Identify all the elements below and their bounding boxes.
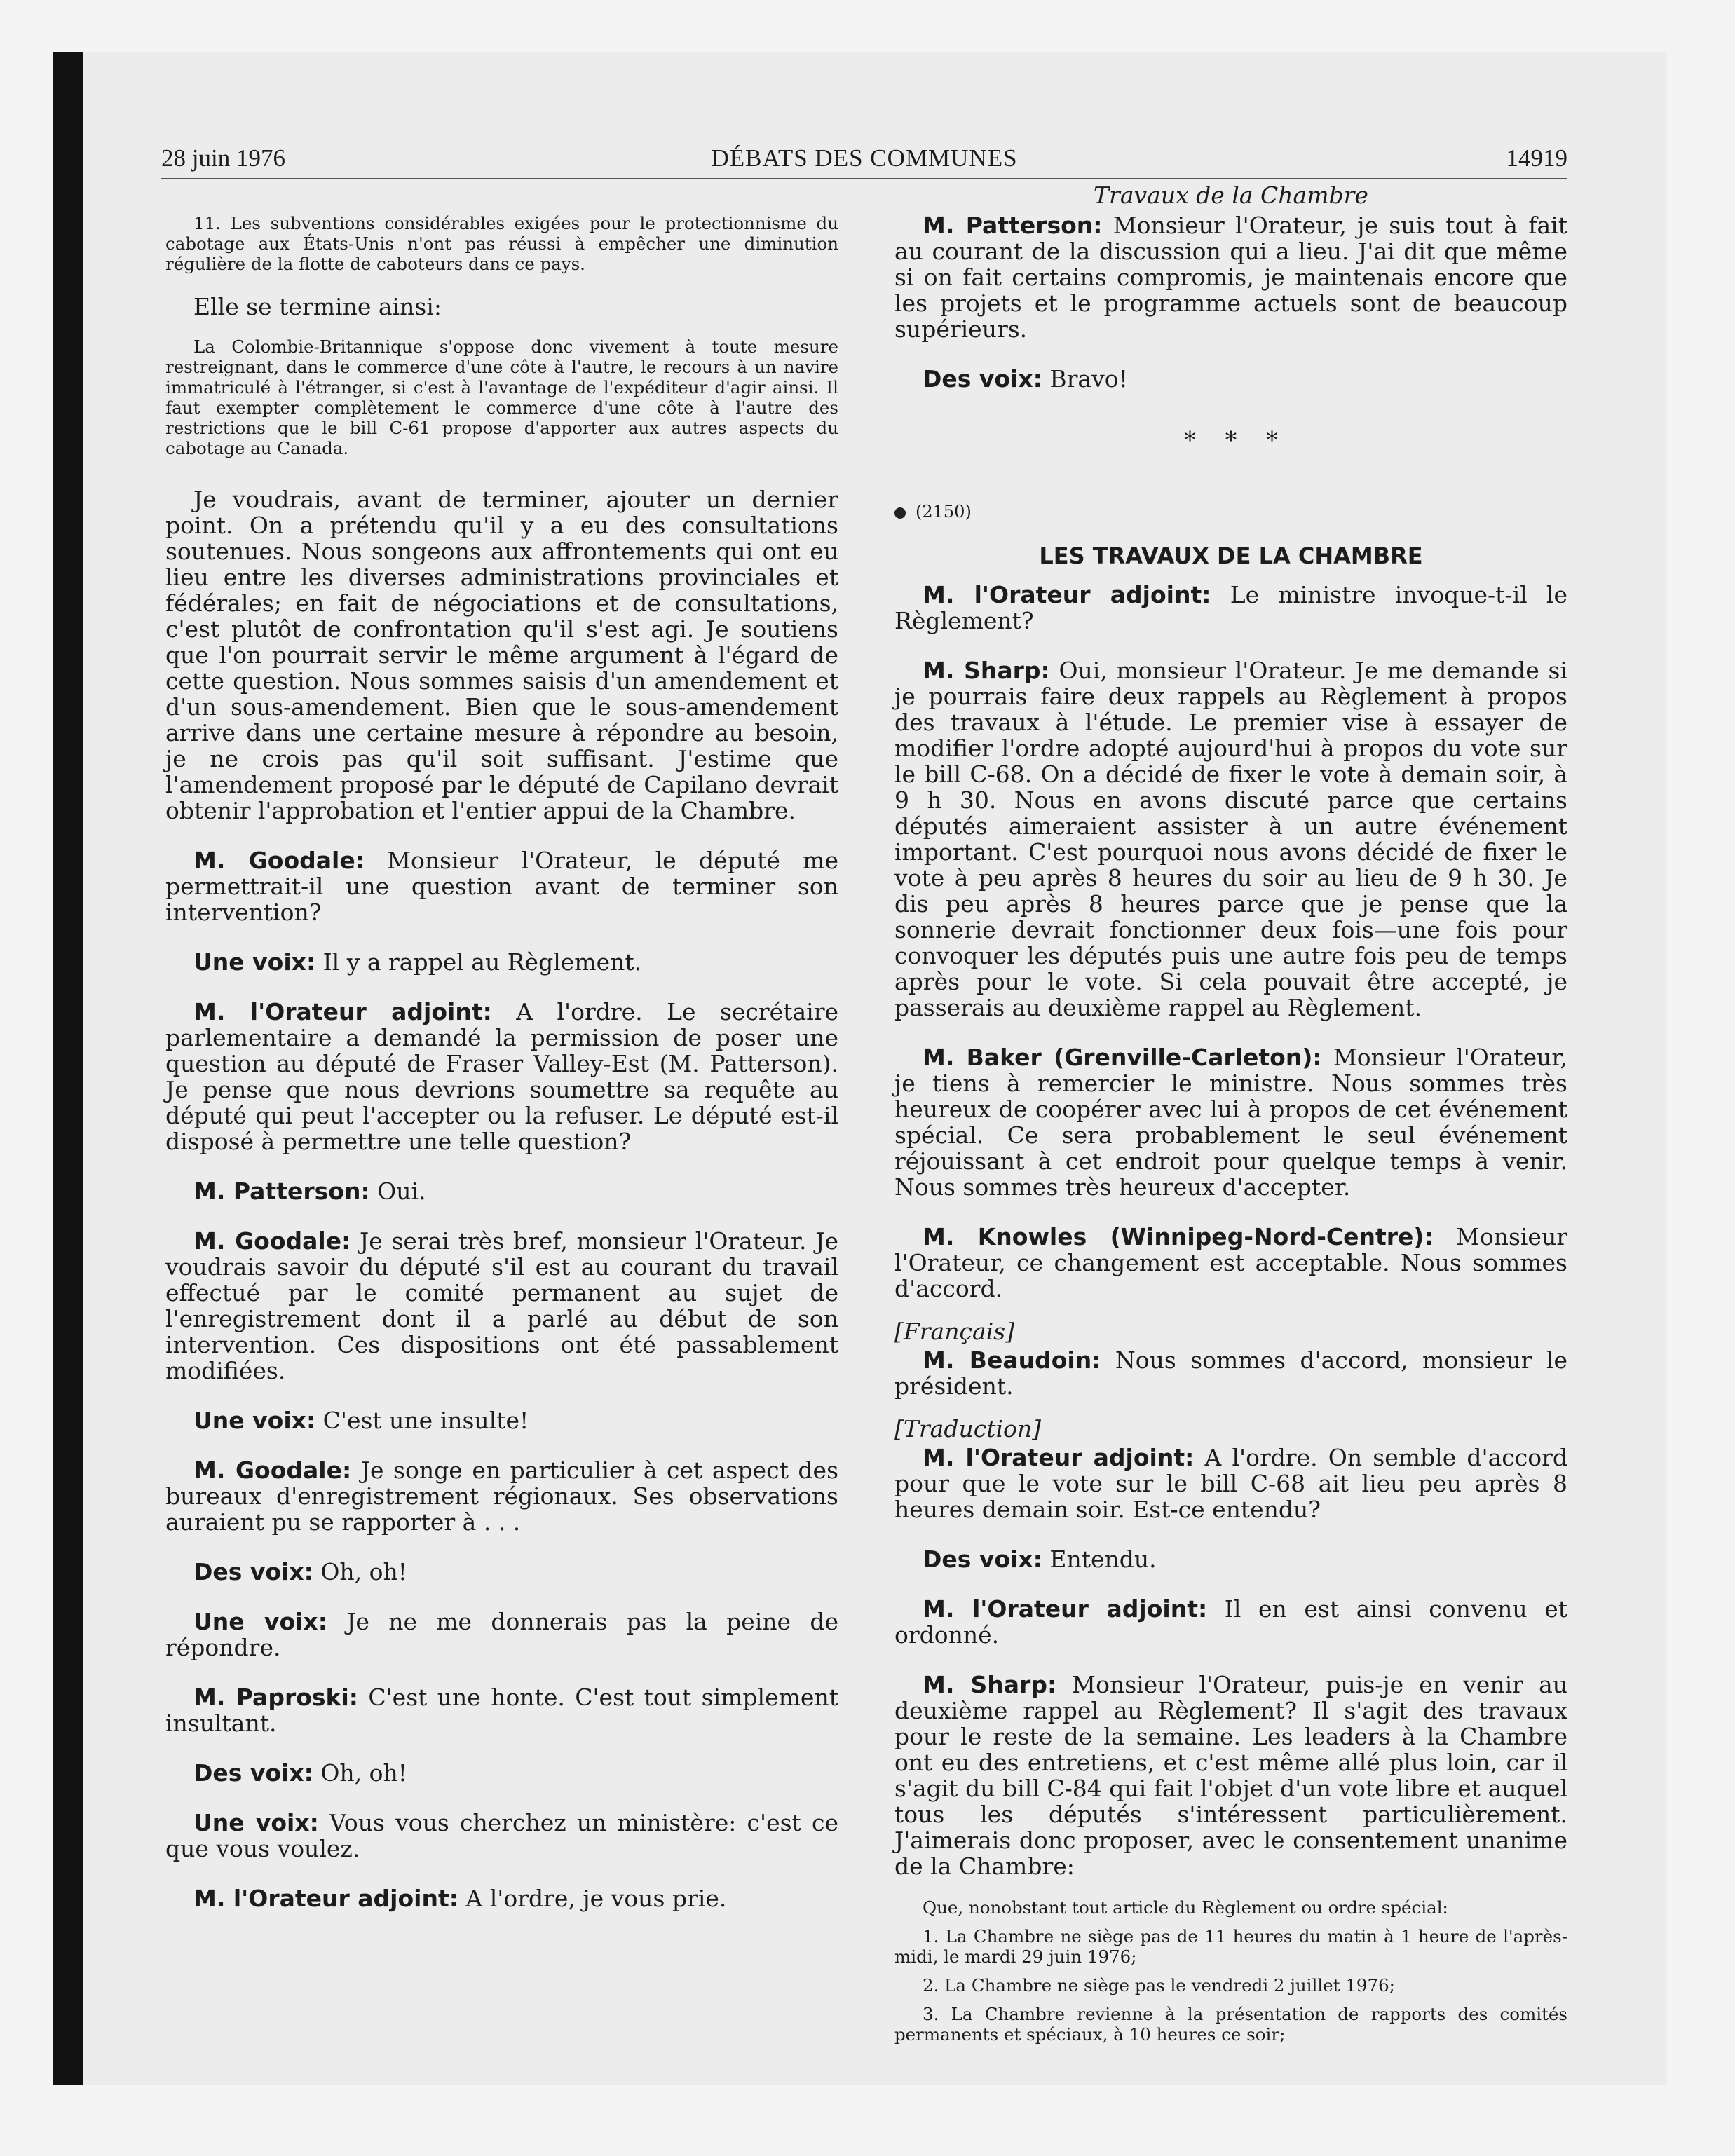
speaker-name: M. l'Orateur adjoint: — [923, 1444, 1195, 1471]
speaker-name: Une voix: — [193, 1407, 316, 1434]
header-title: DÉBATS DES COMMUNES — [711, 144, 1018, 172]
speaker-name: M. Baker (Grenville-Carleton): — [923, 1044, 1322, 1071]
speech-text: A l'ordre. On semble d'accord pour que le vote sur le bill C-68 ait lieu peu après 8 heures demain soir. Est-ce entendu? — [894, 1444, 1568, 1523]
speech-paragraph — [165, 1885, 838, 1911]
speech-text: Vous vous cherchez un ministère: c'est ce que vous voulez. — [165, 1809, 838, 1862]
speech-paragraph — [894, 1596, 1567, 1648]
speech-paragraph — [165, 1609, 838, 1660]
speech-text: C'est une insulte! — [315, 1407, 529, 1434]
speaker-name: Une voix: — [193, 1608, 327, 1635]
speech-paragraph — [894, 1445, 1567, 1522]
speech-text: Oh, oh! — [313, 1759, 408, 1787]
motion-item: 1. La Chambre ne siège pas de 11 heures du matin à 1 heure de l'après-midi, le mardi 29 juin 1976; — [894, 1926, 1567, 1967]
speech-text: Je serai très bref, monsieur l'Orateur. Je voudrais savoir du député s'il est au courant du travail effectué par le comité permanent au sujet de l'enregistrement dont il a parlé au début de son intervention. Ces dispositions ont été passablement modifiées. — [165, 1227, 838, 1384]
speaker-name: M. Paproski: — [193, 1684, 358, 1711]
speech-text: Monsieur l'Orateur, je suis tout à fait au courant de la discussion qui a lieu. J'ai dit que même si on fait certains compromis, je maintenais encore que les projets et le programme actuels sont de beaucoup supérieurs. — [894, 212, 1567, 343]
speaker-name: M. Patterson: — [923, 212, 1103, 239]
speech-text: Je ne me donnerais pas la peine de répondre. — [165, 1608, 838, 1661]
speaker-name: M. Beaudoin: — [923, 1346, 1101, 1374]
time-marker — [894, 502, 1567, 521]
speech-paragraph — [894, 1044, 1567, 1200]
speech-paragraph — [894, 657, 1567, 1021]
left-column — [165, 182, 838, 1911]
speaker-name: M. l'Orateur adjoint: — [193, 998, 492, 1025]
speech-text: A l'ordre, je vous prie. — [458, 1885, 727, 1912]
speech-paragraph — [165, 949, 838, 975]
header-date: 28 juin 1976 — [161, 144, 285, 172]
speech-text: Il en est ainsi convenu et ordonné. — [894, 1595, 1567, 1649]
speaker-name: M. Sharp: — [923, 657, 1050, 684]
speech-paragraph — [165, 1407, 838, 1433]
speech-paragraph — [894, 1672, 1567, 1879]
speaker-name: M. Goodale: — [193, 1456, 352, 1484]
scan-edge — [53, 52, 83, 2085]
language-marker: [Traduction] — [894, 1415, 1042, 1442]
bullet-icon — [894, 507, 906, 519]
speech-paragraph — [165, 1228, 838, 1384]
speech-paragraph — [894, 212, 1567, 342]
speech-text: Monsieur l'Orateur, puis-je en venir au deuxième rappel au Règlement? Il s'agit des travaux pour le reste de la semaine. Les leaders à la Chambre ont eu des entretiens, et c'est même allé plus loin, car il s'agit du bill C-84 qui fait l'objet d'un vote libre et auquel tous les députés s'intéressent particulièrement. J'aimerais donc proposer, avec le consentement unanime de la Chambre: — [894, 1671, 1567, 1880]
speaker-name: Une voix: — [193, 1809, 319, 1836]
page-header — [161, 139, 1567, 179]
speech-paragraph — [165, 1559, 838, 1585]
speech-paragraph — [894, 1546, 1567, 1572]
quote-intro: Elle se termine ainsi: — [193, 293, 442, 320]
speech-text: Il y a rappel au Règlement. — [315, 948, 642, 976]
speech-text: Le ministre invoque-t-il le Règlement? — [894, 581, 1567, 634]
speech-paragraph — [165, 847, 838, 925]
speech-text: C'est une honte. C'est tout simplement insultant. — [165, 1684, 838, 1737]
speech-paragraph — [165, 1760, 838, 1786]
section-title: LES TRAVAUX DE LA CHAMBRE — [1039, 543, 1423, 569]
speech-text: Nous sommes d'accord, monsieur le président. — [894, 1346, 1567, 1400]
speech-text: Monsieur l'Orateur, je tiens à remercier le ministre. Nous sommes très heureux de coopérer avec lui à propos de cet événement spécial. Ce sera probablement le seul événement réjouissant à cet endroit pour quelque temps à venir. Nous sommes très heureux d'accepter. — [894, 1044, 1567, 1201]
header-page-number: 14919 — [1506, 144, 1567, 172]
speech-paragraph — [165, 1178, 838, 1204]
speaker-name: Des voix: — [193, 1558, 313, 1585]
speech-text: Oui, monsieur l'Orateur. Je me demande si je pourrais faire deux rappels au Règlement à propos des travaux à l'étude. Le premier vise à essayer de modifier l'ordre adopté aujourd'hui à propos du vote sur le bill C-68. On a décidé de fixer le vote à demain soir, à 9 h 30. Nous en avons discuté parce que certains députés aimeraient assister à un autre événement important. C'est pourquoi nous avons décidé de fixer le vote à peu après 8 heures du soir au lieu de 9 h 30. Je dis peu après 8 heures parce que je pense que la sonnerie devrait fonctionner deux fois—une fois pour convoquer les députés puis une autre fois peu de temps après pour le vote. Si cela pouvait être accepté, je passerais au deuxième rappel au Règlement. — [894, 657, 1567, 1021]
speech-paragraph — [894, 1347, 1567, 1399]
motion-item: 3. La Chambre revienne à la présentation de rapports des comités permanents et spéciaux, à 10 heures ce soir; — [894, 2004, 1567, 2045]
speech-text: A l'ordre. Le secrétaire parlementaire a demandé la permission de poser une question au député de Fraser Valley-Est (M. Patterson). Je pense que nous devrions soumettre sa requête au député qui peut l'accepter ou la refuser. Le député est-il disposé à permettre une telle question? — [165, 998, 839, 1155]
motion-intro: Que, nonobstant tout article du Règlement ou ordre spécial: — [923, 1897, 1448, 1918]
speech-paragraph — [894, 582, 1567, 634]
quote-paragraph: 11. Les subventions considérables exigées pour le protectionnisme du cabotage aux États-Unis n'ont pas réussi à empêcher une diminution régulière de la flotte de caboteurs dans ce pays. — [165, 213, 838, 274]
speaker-name: M. l'Orateur adjoint: — [923, 581, 1211, 608]
page — [83, 52, 1667, 2085]
speech-text: Oui. — [369, 1178, 426, 1205]
speech-text: Monsieur l'Orateur, ce changement est acceptable. Nous sommes d'accord. — [894, 1223, 1567, 1302]
speaker-name: M. l'Orateur adjoint: — [193, 1885, 458, 1912]
speaker-name: M. Goodale: — [193, 847, 365, 874]
motion-item: 2. La Chambre ne siège pas le vendredi 2 juillet 1976; — [923, 1975, 1395, 1995]
section-separator: * * * — [1184, 426, 1278, 453]
speaker-name: Des voix: — [193, 1759, 313, 1787]
speech-text: Bravo! — [1042, 365, 1128, 393]
speech-paragraph — [165, 999, 838, 1154]
speaker-name: Une voix: — [193, 948, 316, 976]
speech-text: Oh, oh! — [313, 1558, 408, 1585]
time-marker-text: (2150) — [916, 502, 972, 521]
speech-text: Entendu. — [1042, 1546, 1157, 1573]
speech-paragraph — [165, 1457, 838, 1535]
speaker-name: Des voix: — [923, 1546, 1042, 1573]
speaker-name: M. Goodale: — [193, 1227, 351, 1255]
speech-paragraph — [894, 1224, 1567, 1302]
speech-text: Je songe en particulier à cet aspect des bureaux d'enregistrement régionaux. Ses observations auraient pu se rapporter à . . . — [165, 1456, 839, 1536]
running-head: Travaux de la Chambre — [1094, 182, 1368, 209]
speaker-name: M. Patterson: — [193, 1178, 370, 1205]
speech-paragraph: Je voudrais, avant de terminer, ajouter un dernier point. On a prétendu qu'il y a eu des consultations soutenues. Nous songeons aux affrontements qui ont eu lieu entre les diverses administrations provinciales et fédérales; en fait de négociations et de consultations, c'est plutôt de confrontation qu'il s'est agi. Je soutiens que l'on pourrait servir le même argument à l'égard de cette question. Nous sommes saisis d'un amendement et d'un sous-amendement. Bien que le sous-amendement arrive dans une certaine mesure à répondre au besoin, je ne crois pas qu'il soit suffisant. J'estime que l'amendement proposé par le député de Capilano devrait obtenir l'approbation et l'entier appui de la Chambre. — [165, 486, 838, 824]
quote-paragraph: La Colombie-Britannique s'oppose donc vivement à toute mesure restreignant, dans le commerce d'une côte à l'autre, le recours à un navire immatriculé à l'étranger, si c'est à l'avantage de l'expéditeur d'agir ainsi. Il faut exempter complètement le commerce d'une côte à l'autre des restrictions que le bill C-61 propose d'apporter aux autres aspects du cabotage au Canada. — [165, 336, 838, 458]
speech-paragraph — [894, 366, 1567, 392]
language-marker: [Français] — [894, 1318, 1014, 1345]
right-column — [894, 182, 1567, 2045]
speech-paragraph — [165, 1684, 838, 1736]
speaker-name: M. Knowles (Winnipeg-Nord-Centre): — [923, 1223, 1434, 1250]
speaker-name: M. Sharp: — [923, 1671, 1057, 1698]
speaker-name: Des voix: — [923, 365, 1042, 393]
speech-text: Monsieur l'Orateur, le député me permettrait-il une question avant de terminer son intervention? — [165, 847, 838, 926]
speaker-name: M. l'Orateur adjoint: — [923, 1595, 1208, 1623]
speech-paragraph — [165, 1810, 838, 1862]
